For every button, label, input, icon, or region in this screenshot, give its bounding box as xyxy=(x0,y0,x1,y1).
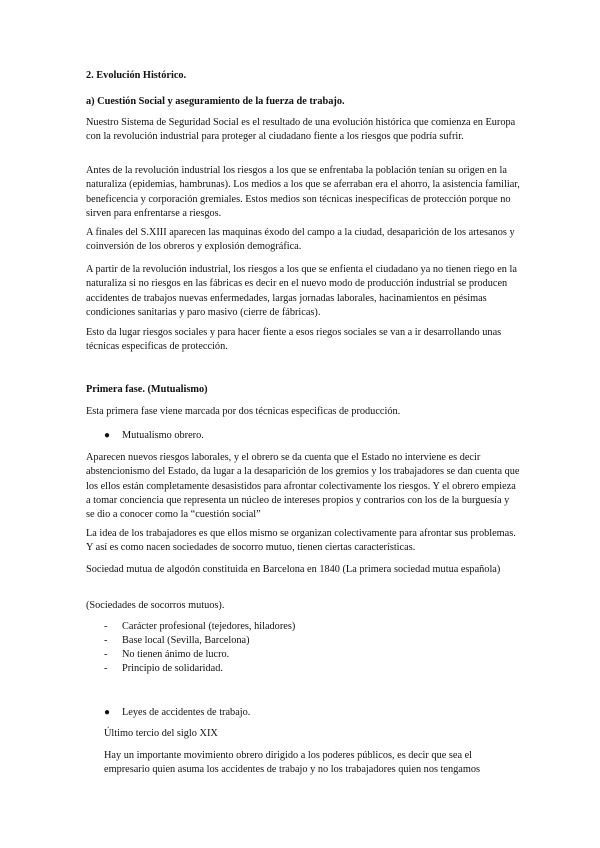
dash-marker: - xyxy=(104,649,108,660)
dash-item: No tienen ánimo de lucro. xyxy=(122,649,230,660)
paragraph-9: Sociedad mutua de algodón constituida en Barcelona en 1840 (La primera sociedad mutua española) xyxy=(86,564,501,575)
bullet-icon: ● xyxy=(104,707,111,718)
paragraph-12: Hay un importante movimiento obrero dirigido a los poderes públicos, es decir que sea el empresario quien asuma los accidentes de trabajo y no los trabajadores quien nos tengamos xyxy=(104,750,481,776)
dash-item: Base local (Sevilla, Barcelona) xyxy=(122,635,250,646)
paragraph-2: Antes de la revolución industrial los riesgos a los que se enfrentaba la población tenían su origen en la naturaliza (epidemias, hambrunas). Los medios a los que se aferraban era el ahorro, la asistencia familiar, beneficencia y corporación gremiales. Estos medios son técnicas inespecíficas de protección porque no sirven para enfrentarse a riesgos. xyxy=(86,165,520,219)
paragraph-8: La idea de los trabajadores es que ellos mismo se organizan colectivamente para afrontar sus problemas. Y así es como nacen sociedades de socorro mutuo, tienen ciertas características. xyxy=(86,528,516,554)
phase-title: Primera fase. (Mutualismo) xyxy=(86,384,208,395)
bullet-item-1: Mutualismo obrero. xyxy=(122,430,204,441)
paragraph-11: Último tercio del siglo XIX xyxy=(104,728,218,739)
bullet-item-2: Leyes de accidentes de trabajo. xyxy=(122,707,251,718)
dash-item: Carácter profesional (tejedores, hiladores) xyxy=(122,621,296,632)
paragraph-10: (Sociedades de socorros mutuos). xyxy=(86,600,225,611)
paragraph-7: Aparecen nuevos riesgos laborales, y el obrero se da cuenta que el Estado no interviene es decir abstencionismo del Estado, da lugar a la desaparición de los gremios y los trabajadores se dan cuenta que los ellos están completamente desasistidos para afrontar colectivamente los riesgos. Y el obrero empieza a tomar conciencia que representa un núcleo de intereses propios y contrarios con los de la burguesía y se dio a conocer como la “cuestión social” xyxy=(86,452,520,521)
dash-marker: - xyxy=(104,663,108,674)
dash-marker: - xyxy=(104,635,108,646)
section-title: 2. Evolución Histórico. xyxy=(86,70,187,81)
bullet-icon: ● xyxy=(104,430,111,441)
dash-marker: - xyxy=(104,621,108,632)
paragraph-3: A finales del S.XIII aparecen las maquinas éxodo del campo a la ciudad, desaparición de los artesanos y coinversión de los obreros y explosión demográfica. xyxy=(86,227,515,253)
subsection-title: a) Cuestión Social y aseguramiento de la fuerza de trabajo. xyxy=(86,96,345,107)
paragraph-6: Esta primera fase viene marcada por dos técnicas especificas de producción. xyxy=(86,406,401,417)
paragraph-4: A partir de la revolución industrial, los riesgos a los que se enfienta el ciudadano ya no tienen riego en la naturaliza si no riesgos en las fábricas es decir en el nuevo modo de producción industrial se producen accidentes de trabajos nuevas enfermedades, largas jornadas laborales, hacinamientos en pésimas condiciones sanitarias y paro masivo (cierre de fábricas). xyxy=(86,264,517,318)
dash-item: Principio de solidaridad. xyxy=(122,663,223,674)
paragraph-1: Nuestro Sistema de Seguridad Social es el resultado de una evolución histórica que comienza en Europa con la revolución industrial para proteger al ciudadano fiente a los riesgos que podría sufrir. xyxy=(86,117,516,143)
paragraph-5: Esto da lugar riesgos sociales y para hacer fiente a esos riegos sociales se van a ir desarrollando unas técnicas especificas de protección. xyxy=(86,327,502,353)
